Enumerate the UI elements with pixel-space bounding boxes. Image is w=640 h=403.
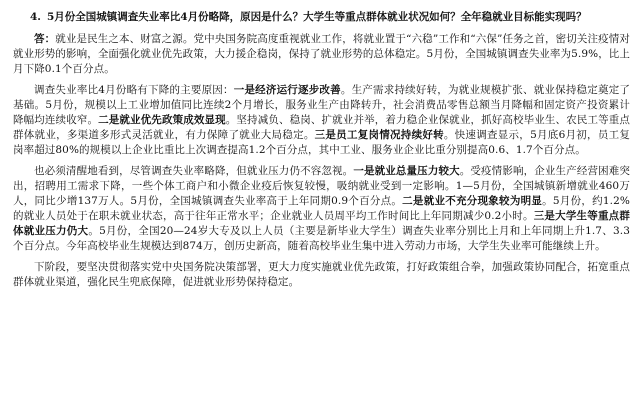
reasons-paragraph	[13, 83, 630, 158]
question-number: 4.	[30, 11, 41, 23]
answer-label: 答：	[34, 33, 56, 45]
pressure-two-heading: 二是就业不充分现象较为明显	[402, 195, 543, 207]
pressure-one-text: 。受疫情影响，企业生产经营困难突出，招聘用工需求下降，一些个体工商户和小微企业疫后恢复较慢，吸纳就业受到一定影响。1—5月份，全国城镇新增就业460万人，同比少增137万人。5月份，全国城镇调查失业率高于上年同期0.9个百分点。	[13, 165, 631, 207]
reason-one-text: 。生产需求持续好转，为就业规模扩张、就业保持稳定奠定了基础。5月份，规模以上工业增加值同比连续2个月增长，服务业生产由降转升，社会消费品零售总额当月降幅和固定资产投资累计降幅均连续收窄。	[13, 84, 631, 126]
question-heading	[13, 10, 630, 25]
pressure-three-heading: 三是大学生等重点群体就业压力仍大	[13, 210, 631, 237]
pressure-two-text: 。5月份，约1.2%的就业人员处于在职未就业状态，高于往年正常水平；企业就业人员周平均工作时间比上年同期减少0.2小时。	[13, 195, 630, 222]
next-steps-paragraph: 下阶段，要坚决贯彻落实党中央国务院决策部署，更大力度实施就业优先政策，打好政策组合拳，加强政策协同配合，拓宽重点群体就业渠道，强化民生兜底保障，促进就业形势保持稳定。	[13, 261, 630, 288]
reason-two-heading: 二是就业优先政策成效显现	[98, 114, 226, 126]
pressures-paragraph	[13, 164, 630, 254]
pressure-one-heading: 一是就业总量压力较大	[353, 165, 460, 177]
question-text: 5月份全国城镇调查失业率比4月份略降，原因是什么？大学生等重点群体就业状况如何？全年稳就业目标能实现吗？	[46, 11, 587, 23]
pressure-three-text: 。5月份，全国20—24岁大专及以上人员（主要是新毕业大学生）调查失业率分别比上月和上年同期上升1.7、3.3个百分点。今年高校毕业生规模达到874万，创历史新高，随着高校毕业生集中进入劳动力市场，大学生失业率可能继续上升。	[13, 225, 631, 252]
reasons-intro: 调查失业率比4月份略有下降的主要原因：	[34, 84, 234, 96]
answer-paragraph	[13, 32, 630, 77]
reason-one-heading: 一是经济运行逐步改善	[233, 84, 341, 96]
reason-three-text: 。快速调查显示，5月底6月初，员工复岗率超过80%的规模以上企业比重比上次调查提高1.2个百分点，其中工业、服务业企业比重分别提高0.6、1.7个百分点。	[13, 129, 630, 156]
reason-two-text: 。坚持减负、稳岗、扩就业并举，着力稳企业保就业，抓好高校毕业生、农民工等重点群体就业，多渠道多形式灵活就业，有力保障了就业大局稳定。	[13, 114, 630, 141]
answer-text: 就业是民生之本、财富之源。党中央国务院高度重视就业工作，将就业置于“六稳”工作和“六保”任务之首，密切关注疫情对就业形势的影响，全面强化就业优先政策，大力援企稳岗，保持了就业形势的总体稳定。5月份，全国城镇调查失业率为5.9%，比上月下降0.1个百分点。	[13, 33, 630, 75]
pressures-intro: 也必须清醒地看到，尽管调查失业率略降，但就业压力仍不容忽视。	[34, 165, 354, 177]
reason-three-heading: 三是员工复岗情况持续好转	[314, 129, 444, 141]
